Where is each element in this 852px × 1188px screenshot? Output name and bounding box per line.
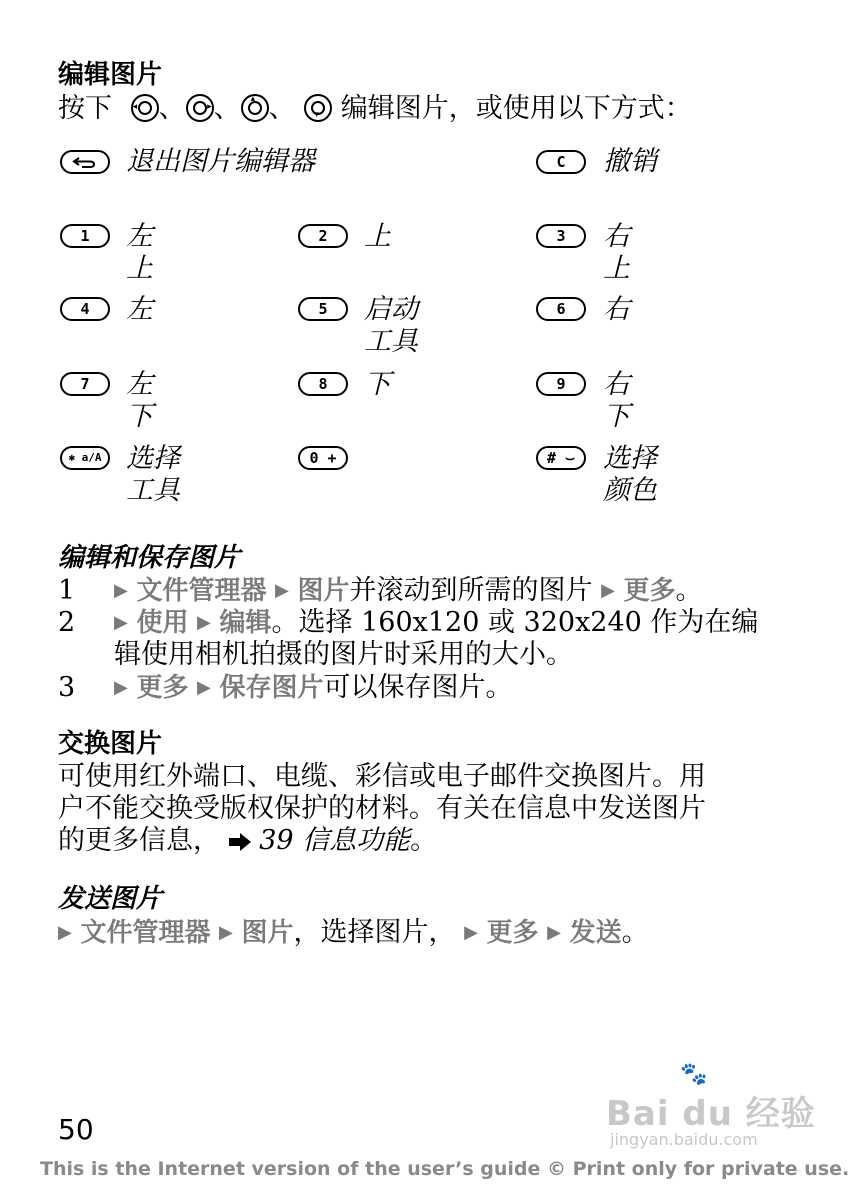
key-9: 9 — [536, 372, 586, 396]
key-star-label-2: 工具 — [126, 475, 180, 506]
menu-item: 文件管理器 — [80, 918, 211, 948]
key-5-label-1: 启动 — [364, 294, 418, 325]
menu-arrow-icon: ▶ — [547, 922, 561, 943]
key-7: 7 — [60, 372, 110, 396]
baidu-watermark-logo: Bai du 经验 — [606, 1094, 816, 1134]
exchange-line-1: 可使用红外端口、电缆、彩信或电子邮件交换图片。用 — [58, 761, 706, 792]
key-3: 3 — [536, 224, 586, 248]
intro-suffix: 编辑图片，或使用以下方式： — [340, 93, 692, 124]
back-key-label: 退出图片编辑器 — [126, 146, 315, 177]
section-title-edit: 编辑图片 — [58, 60, 163, 90]
menu-item: 图片 — [241, 918, 294, 948]
menu-item: 更多 — [623, 576, 676, 606]
key-3-label-2: 上 — [603, 253, 630, 284]
exchange-line-3-suffix: 。 — [410, 825, 438, 856]
key-1-label-1: 左 — [126, 221, 153, 252]
send-text: 。 — [621, 917, 649, 948]
key-hash-label-2: 颜色 — [603, 475, 657, 506]
key-star-label-1: 选择 — [126, 443, 180, 474]
menu-arrow-icon: ▶ — [275, 580, 289, 601]
step-number: 1 — [58, 575, 76, 606]
c-key: C — [536, 150, 586, 174]
step-text: 并滚动到所需的图片 — [349, 575, 593, 606]
send-text: ，选择图片， — [293, 917, 456, 948]
step-text: 。选择 160x120 或 320x240 作为在编 — [271, 607, 759, 638]
key-2: 2 — [298, 224, 348, 248]
menu-arrow-icon: ▶ — [114, 612, 128, 633]
key-6: 6 — [536, 297, 586, 321]
nav-left-icon: ◂ — [131, 94, 159, 122]
step-number: 2 — [58, 607, 76, 638]
key-1: 1 — [60, 224, 110, 248]
key-2-label-1: 上 — [364, 221, 391, 252]
key-4-label-1: 左 — [126, 294, 153, 325]
separator: 、 — [268, 93, 296, 124]
key-star: ✱ a/A — [60, 446, 110, 470]
menu-item: 图片 — [297, 576, 350, 606]
menu-arrow-icon: ▶ — [58, 922, 72, 943]
key-0: 0 + — [298, 446, 348, 470]
menu-item: 发送 — [569, 918, 622, 948]
menu-arrow-icon: ▶ — [601, 580, 615, 601]
page-number: 50 — [58, 1113, 94, 1146]
reference-arrow-icon — [229, 833, 251, 851]
key-5: 5 — [298, 297, 348, 321]
step-text: 。 — [675, 575, 703, 606]
section-title-exchange: 交换图片 — [58, 729, 163, 759]
step-text: 可以保存图片。 — [323, 672, 513, 703]
nav-up-icon: ▴ — [241, 94, 269, 122]
nav-down-icon: ▾ — [304, 94, 332, 122]
menu-item: 保存图片 — [219, 673, 324, 703]
exchange-line-3 — [58, 818, 437, 857]
paw-watermark-icon: 🐾 — [680, 1062, 708, 1087]
menu-arrow-icon: ▶ — [219, 922, 233, 943]
key-7-label-1: 左 — [126, 369, 153, 400]
baidu-watermark-url: jingyan.baidu.com — [610, 1130, 758, 1149]
menu-arrow-icon: ▶ — [197, 612, 211, 633]
key-8: 8 — [298, 372, 348, 396]
key-8-label-1: 下 — [364, 369, 391, 400]
exchange-line-3-prefix: 的更多信息， — [58, 825, 220, 856]
cross-reference-link[interactable]: 39 信息功能 — [259, 825, 411, 856]
menu-arrow-icon: ▶ — [114, 677, 128, 698]
step-2-continued: 辑使用相机拍摄的图片时采用的大小。 — [114, 639, 573, 670]
section-title-save: 编辑和保存图片 — [58, 543, 241, 573]
exchange-line-2: 户不能交换受版权保护的材料。有关在信息中发送图片 — [58, 793, 706, 824]
send-instruction — [58, 910, 649, 949]
step-number: 3 — [58, 672, 76, 703]
separator: 、 — [213, 93, 241, 124]
key-hash-label-1: 选择 — [603, 443, 657, 474]
menu-item: 更多 — [136, 673, 189, 703]
intro-prefix: 按下 — [58, 93, 112, 124]
menu-item: 使用 — [136, 608, 189, 638]
menu-item: 文件管理器 — [136, 576, 267, 606]
step-3 — [58, 665, 513, 704]
separator: 、 — [158, 93, 186, 124]
key-hash: # ⌣ — [536, 446, 586, 470]
section-title-send: 发送图片 — [58, 884, 163, 914]
key-1-label-2: 上 — [126, 253, 153, 284]
menu-arrow-icon: ▶ — [464, 922, 478, 943]
key-6-label-1: 右 — [603, 294, 630, 325]
footer-notice: This is the Internet version of the user’s guide © Print only for private use. — [40, 1158, 850, 1180]
back-key-icon — [60, 150, 110, 174]
edit-intro — [58, 86, 692, 125]
menu-item: 更多 — [486, 918, 539, 948]
key-3-label-1: 右 — [603, 221, 630, 252]
menu-arrow-icon: ▶ — [114, 580, 128, 601]
key-4: 4 — [60, 297, 110, 321]
c-key-label: 撤销 — [603, 146, 657, 177]
menu-item: 编辑 — [219, 608, 272, 638]
key-7-label-2: 下 — [126, 401, 153, 432]
key-9-label-2: 下 — [603, 401, 630, 432]
key-5-label-2: 工具 — [364, 326, 418, 357]
menu-arrow-icon: ▶ — [197, 677, 211, 698]
key-9-label-1: 右 — [603, 369, 630, 400]
nav-right-icon: ▸ — [186, 94, 214, 122]
